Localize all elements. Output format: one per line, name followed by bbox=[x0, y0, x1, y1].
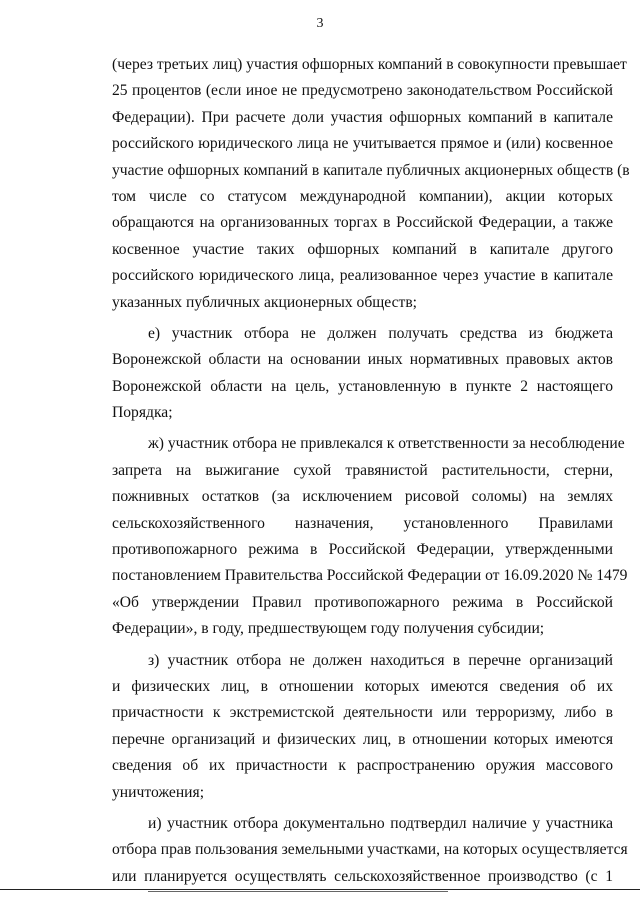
text-line: и физических лиц, в отношении которых имеются сведения об их bbox=[112, 677, 613, 695]
text-line: Воронежской области на цель, установленную в пункте 2 настоящего bbox=[112, 377, 613, 395]
text-line: ж) участник отбора не привлекался к ответственности за несоблюдение bbox=[148, 435, 625, 453]
paragraph bbox=[112, 648, 613, 806]
text-line: российского юридического лица не учитывается прямое и (или) косвенное bbox=[112, 135, 613, 153]
text-line: Федерации). При расчете доли участия офшорных компаний в капитале bbox=[112, 108, 613, 126]
text-line: постановлением Правительства Российской Федерации от 16.09.2020 № 1479 bbox=[112, 567, 628, 585]
text-line: перечне организаций и физических лиц, в отношении которых имеются bbox=[112, 730, 613, 748]
text-line: з) участник отбора не должен находиться в перечне организаций bbox=[148, 651, 613, 669]
text-line: косвенное участие таких офшорных компаний в капитале другого bbox=[112, 240, 613, 258]
text-line: Федерации», в году, предшествующем году получения субсидии; bbox=[112, 620, 545, 638]
text-line: том числе со статусом международной компании), акции которых bbox=[112, 187, 613, 205]
footer-rule bbox=[0, 889, 640, 890]
text-line: обращаются на организованных торгах в Российской Федерации, а также bbox=[112, 214, 613, 232]
footer-rule-secondary bbox=[148, 891, 448, 892]
page-number: 3 bbox=[316, 16, 324, 31]
text-line: и) участник отбора документально подтвердил наличие у участника bbox=[148, 814, 613, 832]
text-line: российского юридического лица, реализованное через участие в капитале bbox=[112, 267, 613, 285]
text-line: участие офшорных компаний в капитале публичных акционерных обществ (в bbox=[112, 161, 630, 179]
text-line: е) участник отбора не должен получать средства из бюджета bbox=[148, 324, 613, 342]
text-line: «Об утверждении Правил противопожарного режима в Российской bbox=[112, 593, 613, 611]
paragraph bbox=[112, 321, 613, 427]
text-line: противопожарного режима в Российской Федерации, утвержденными bbox=[112, 541, 613, 559]
text-line: уничтожения; bbox=[112, 783, 205, 801]
text-line: указанных публичных акционерных обществ; bbox=[112, 293, 418, 311]
text-line: запрета на выжигание сухой травянистой растительности, стерни, bbox=[112, 461, 613, 479]
document-body bbox=[112, 52, 630, 895]
text-line: Порядка; bbox=[112, 404, 173, 422]
text-line: сведения об их причастности к распространению оружия массового bbox=[112, 757, 613, 775]
paragraph bbox=[112, 811, 628, 890]
text-line: Воронежской области на основании иных нормативных правовых актов bbox=[112, 351, 613, 369]
paragraph bbox=[112, 52, 630, 316]
text-line: (через третьих лиц) участия офшорных компаний в совокупности превышает bbox=[112, 56, 627, 73]
text-line: причастности к экстремистской деятельности или терроризму, либо в bbox=[112, 704, 613, 722]
text-line: пожнивных остатков (за исключением рисовой соломы) на землях bbox=[112, 488, 613, 506]
text-line: отбора прав пользования земельными участками, на которых осуществляется bbox=[112, 841, 628, 859]
paragraph bbox=[112, 431, 628, 642]
text-line: 25 процентов (если иное не предусмотрено законодательством Российской bbox=[112, 82, 613, 100]
text-line: или планируется осуществлять сельскохозяйственное производство (с 1 bbox=[112, 867, 613, 885]
text-line: сельскохозяйственного назначения, установленного Правилами bbox=[112, 514, 613, 532]
